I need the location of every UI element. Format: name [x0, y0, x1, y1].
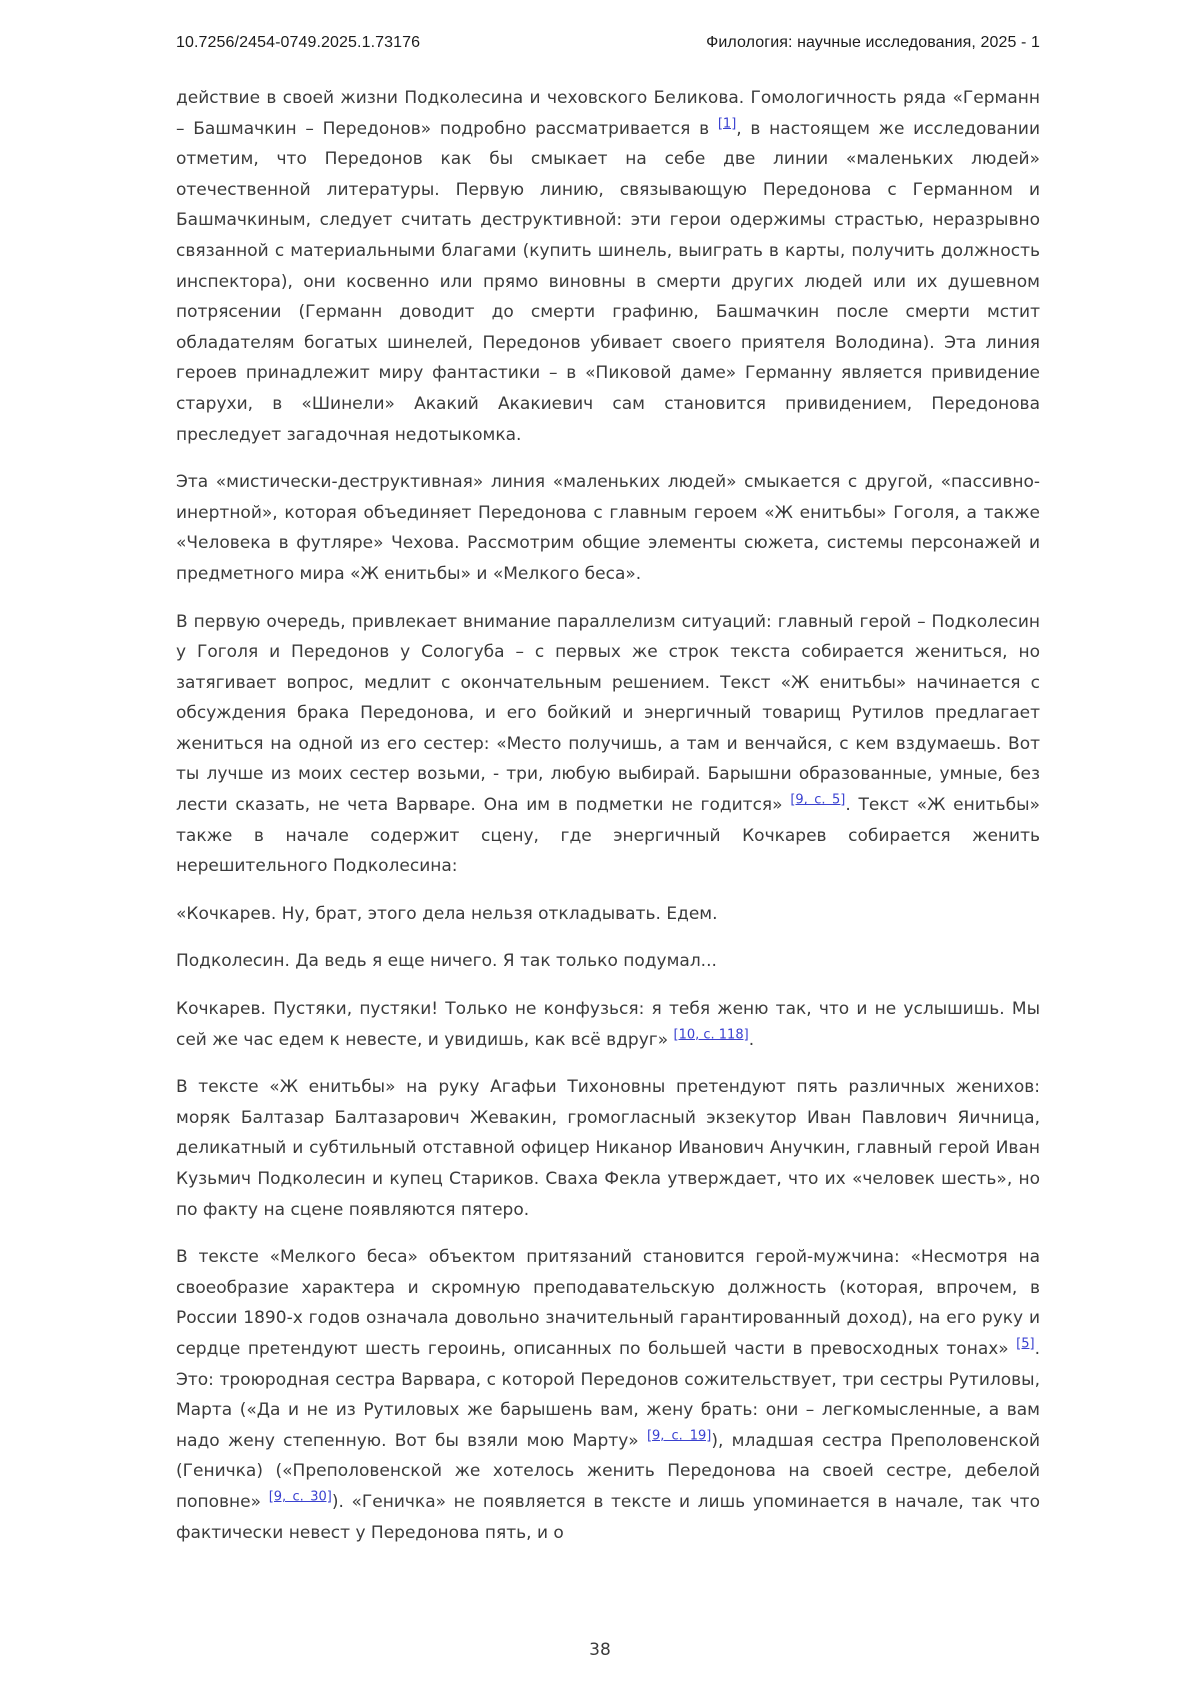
text-run: действие в своей жизни Подколесина и чеховского Беликова. Гомологичность ряда «Германн – Башмачкин – Передонов» подробно рассматривается в	[176, 88, 1040, 139]
citation-link[interactable]: [9, с. 19]	[646, 1428, 712, 1444]
text-run: В первую очередь, привлекает внимание параллелизм ситуаций: главный герой – Подколесин у Гоголя и Передонов у Сологуба – с первых же строк текста собирается жениться, но затягивает вопрос, медлит с окончательным решением. Текст «Ж енитьбы» начинается с обсуждения брака Передонова, и его бойкий и энергичный товарищ Рутилов предлагает жениться на одной из его сестер: «Место получишь, а там и венчайся, с кем вздумаешь. Вот ты лучше из моих сестер возьми, - три, любую выбирай. Барышни образованные, умные, без лести сказать, не чета Варваре. Она им в подметки не годится»	[176, 611, 1040, 816]
paragraph	[176, 467, 1040, 589]
citation-link[interactable]: [10, с. 118]	[673, 1026, 749, 1042]
paragraph	[176, 1072, 1040, 1225]
text-run: .	[748, 1029, 755, 1050]
text-run: , в настоящем же исследовании отметим, что Передонов как бы смыкает на себе две линии «маленьких людей» отечественной литературы. Первую линию, связывающую Передонова с Германном и Башмачкиным, следует считать деструктивной: эти герои одержимы страстью, неразрывно связанной с материальными благами (купить шинель, выиграть в карты, получить должность инспектора), они косвенно или прямо виновны в смерти других людей или их душевном потрясении (Германн доводит до смерти графиню, Башмачкин после смерти мстит обладателям богатых шинелей, Передонов убивает своего приятеля Володина). Эта линия героев принадлежит миру фантастики – в «Пиковой даме» Германну является привидение старухи, в «Шинели» Акакий Акакиевич сам становится привидением, Передонова преследует загадочная недотыкомка.	[176, 118, 1041, 445]
citation-link[interactable]: [1]	[717, 115, 737, 131]
text-run: Кочкарев. Пустяки, пустяки! Только не конфузься: я тебя женю так, что и не услышишь. Мы сей же час едем к невесте, и увидишь, как всё вдруг»	[176, 999, 1040, 1050]
text-run: Подколесин. Да ведь я еще ничего. Я так только подумал...	[176, 951, 717, 972]
text-run: Эта «мистически-деструктивная» линия «маленьких людей» смыкается с другой, «пассивно-инертной», которая объединяет Передонова с главным героем «Ж енитьбы» Гоголя, а также «Человека в футляре» Чехова. Рассмотрим общие элементы сюжета, системы персонажей и предметного мира «Ж енитьбы» и «Мелкого беса».	[176, 472, 1040, 584]
citation-link[interactable]: [9, с. 5]	[790, 792, 846, 808]
page-header	[0, 0, 1200, 52]
citation-link[interactable]: [9, с. 30]	[268, 1489, 332, 1505]
doi-text: 10.7256/2454-0749.2025.1.73176	[176, 34, 421, 51]
text-run: . Текст «Ж енитьбы» также в начале содержит сцену, где энергичный Кочкарев собирается женить нерешительного Подколесина:	[176, 795, 1040, 877]
citation-link[interactable]: [5]	[1016, 1336, 1035, 1352]
text-run: ), младшая сестра Преполовенской (Геничка) («Преполовенской же хотелось женить Передонова на своей сестре, дебелой поповне»	[176, 1430, 1040, 1512]
paragraph	[176, 83, 1040, 450]
paragraph	[176, 946, 1040, 977]
paragraph	[176, 899, 1040, 930]
page-number: 38	[589, 1640, 611, 1660]
text-run: «Кочкарев. Ну, брат, этого дела нельзя откладывать. Едем.	[176, 903, 718, 924]
text-run: ). «Геничка» не появляется в тексте и лишь упоминается в начале, так что фактически невест у Передонова пять, и о	[176, 1491, 1040, 1543]
paragraph	[176, 1242, 1040, 1548]
article-body	[0, 52, 1200, 1548]
text-run: . Это: троюродная сестра Варвара, с которой Передонов сожительствует, три сестры Рутиловы, Марта («Да и не из Рутиловых же барышень вам, жену брать: они – легкомысленные, а вам надо жену степенную. Вот бы взяли мою Марту»	[176, 1338, 1040, 1451]
page-footer	[0, 1640, 1200, 1660]
journal-title: Филология: научные исследования, 2025 - 1	[706, 34, 1040, 51]
paragraph	[176, 607, 1040, 882]
text-run: В тексте «Ж енитьбы» на руку Агафьи Тихоновны претендуют пять различных женихов: моряк Балтазар Балтазарович Жевакин, громогласный экзекутор Иван Павлович Яичница, деликатный и субтильный отставной офицер Никанор Иванович Анучкин, главный герой Иван Кузьмич Подколесин и купец Стариков. Сваха Фекла утверждает, что их «человек шесть», но по факту на сцене появляются пятеро.	[176, 1077, 1040, 1220]
paragraph	[176, 994, 1040, 1055]
text-run: В тексте «Мелкого беса» объектом притязаний становится герой-мужчина: «Несмотря на своеобразие характера и скромную преподавательскую должность (которая, впрочем, в России 1890-х годов означала довольно значительный гарантированный доход), на его руку и сердце претендуют шесть героинь, описанных по большей части в превосходных тонах»	[176, 1247, 1040, 1359]
